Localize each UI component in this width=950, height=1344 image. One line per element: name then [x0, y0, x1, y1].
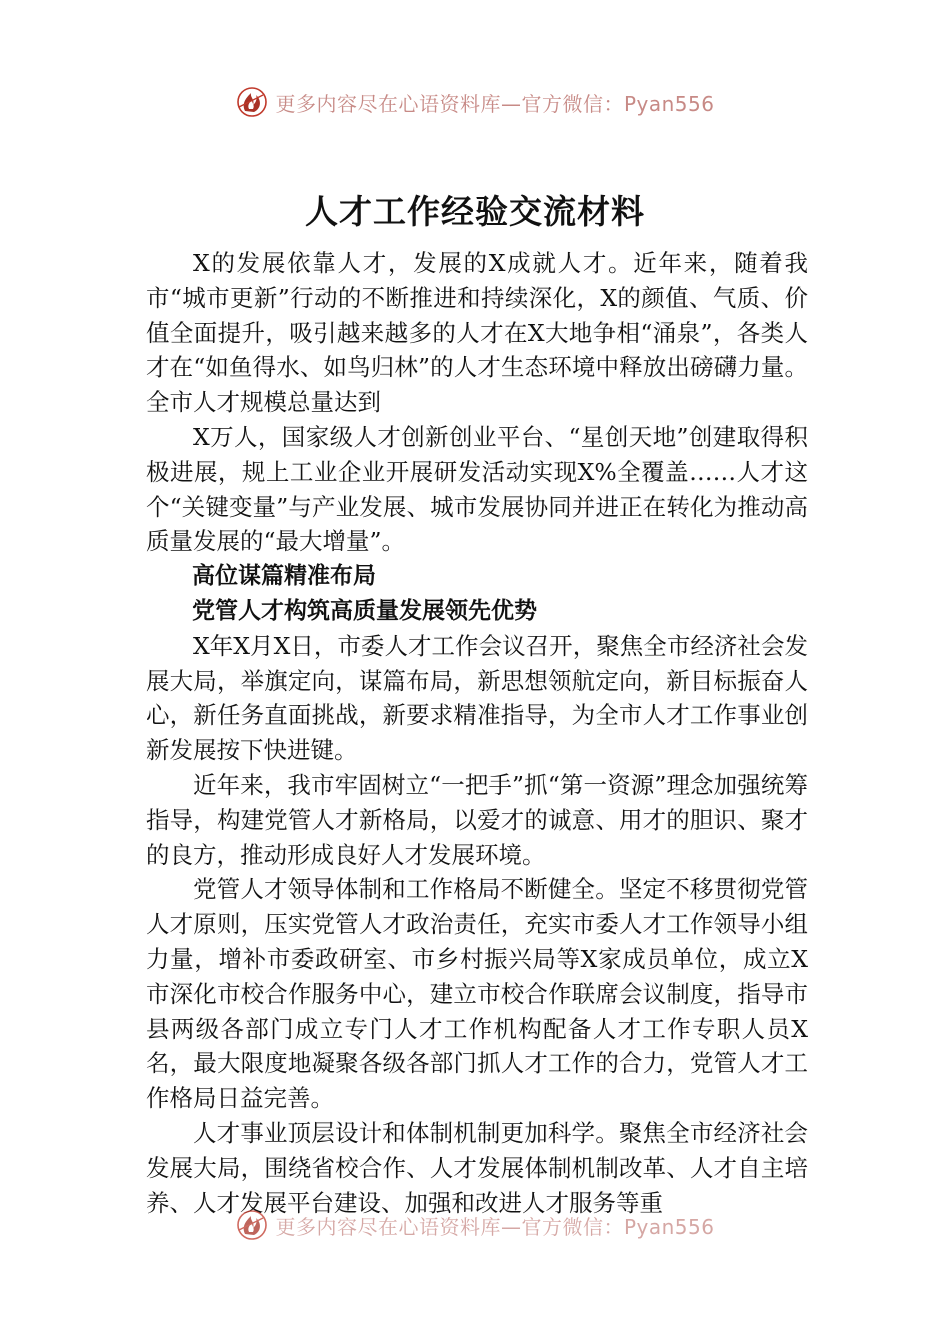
paragraph: X年X月X日，市委人才工作会议召开，聚焦全市经济社会发展大局，举旗定向，谋篇布局，新思想领航定向，新目标振奋人心，新任务直面挑战，新要求精准指导，为全市人才工作事业创新发展按下快进键。 [146, 631, 808, 765]
flame-logo-icon [235, 1208, 269, 1242]
paragraph: X的发展依靠人才，发展的X成就人才。近年来，随着我市“城市更新”行动的不断推进和持续深化，X的颜值、气质、价值全面提升，吸引越来越多的人才在X大地争相“涌泉”，各类人才在“如鱼得水、如鸟归林”的人才生态环境中释放出磅礴力量。全市人才规模总量达到 [146, 249, 808, 417]
section-heading: 高位谋篇精准布局 [192, 562, 376, 590]
paragraph: X万人，国家级人才创新创业平台、“星创天地”创建取得积极进展，规上工业企业开展研发活动实现X%全覆盖……人才这个“关键变量”与产业发展、城市发展协同并进正在转化为推动高质量发展的“最大增量”。 [146, 422, 808, 556]
paragraph: 人才事业顶层设计和体制机制更加科学。聚焦全市经济社会发展大局，围绕省校合作、人才发展体制机制改革、人才自主培养、人才发展平台建设、加强和改进人才服务等重 [146, 1118, 808, 1217]
watermark-header [0, 82, 950, 122]
watermark-footer [0, 1205, 950, 1245]
section-subheading: 党管人才构筑高质量发展领先优势 [192, 596, 537, 624]
document-body [146, 246, 808, 1220]
document-title: 人才工作经验交流材料 [305, 192, 645, 231]
paragraph: 近年来，我市牢固树立“一把手”抓“第一资源”理念加强统筹指导，构建党管人才新格局，以爱才的诚意、用才的胆识、聚才的良方，推动形成良好人才发展环境。 [146, 770, 808, 869]
paragraph: 党管人才领导体制和工作格局不断健全。坚定不移贯彻党管人才原则，压实党管人才政治责任，充实市委人才工作领导小组力量，增补市委政研室、市乡村振兴局等X家成员单位，成立X市深化市校合作服务中心，建立市校合作联席会议制度，指导市县两级各部门成立专门人才工作机构配备人才工作专职人员X名，最大限度地凝聚各级各部门抓人才工作的合力，党管人才工作格局日益完善。 [146, 875, 808, 1113]
flame-logo-icon [235, 85, 269, 119]
watermark-text: 更多内容尽在心语资料库—官方微信：Pyan556 [275, 1214, 715, 1239]
watermark-text: 更多内容尽在心语资料库—官方微信：Pyan556 [275, 91, 715, 116]
